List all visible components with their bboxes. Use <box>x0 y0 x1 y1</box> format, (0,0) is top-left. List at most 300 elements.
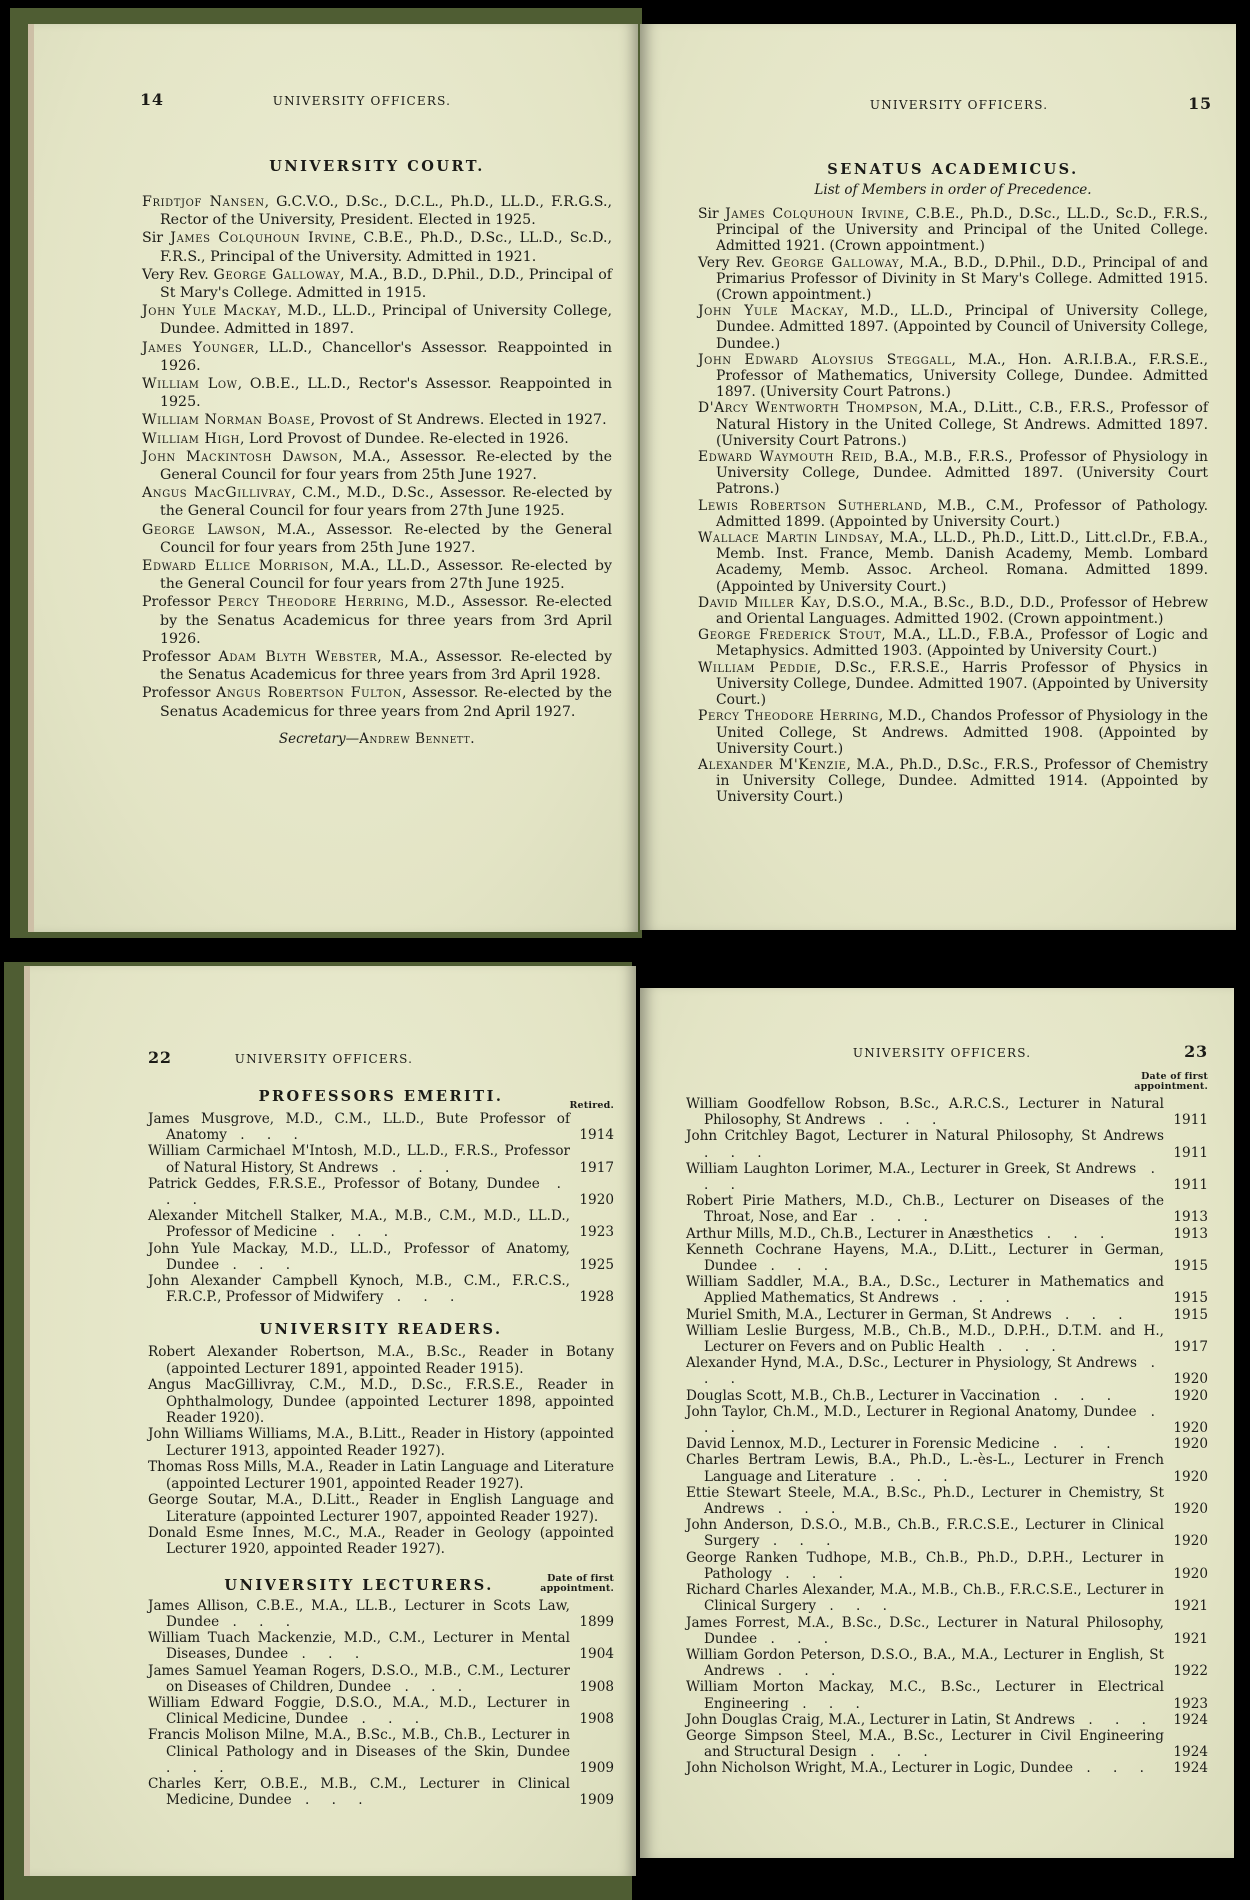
dated-entry <box>686 1452 1208 1484</box>
entry-year: 1913 <box>1173 1225 1208 1242</box>
dated-entry <box>686 1388 1208 1404</box>
entry-year: 1921 <box>1173 1630 1208 1647</box>
member-entry <box>698 627 1208 659</box>
entry-description: James Allison, C.B.E., M.A., LL.B., Lecturer in Scots Law, Dundee <box>148 1597 570 1630</box>
member-entry <box>698 595 1208 627</box>
entry-text <box>148 1630 570 1662</box>
entry-text <box>148 1663 570 1695</box>
section-title: UNIVERSITY COURT. <box>269 158 485 175</box>
dated-entry <box>686 1128 1208 1160</box>
member-name: Adam Blyth Webster <box>218 649 378 666</box>
entry-text <box>148 1695 570 1727</box>
entry-year: 1911 <box>1173 1177 1208 1194</box>
leader-dots: . . . <box>166 1759 233 1776</box>
leader-dots: . . . <box>704 1355 1164 1388</box>
member-entry <box>698 757 1208 806</box>
leader-dots: . . . <box>759 1533 840 1550</box>
entry-description: James Forrest, M.A., B.Sc., D.Sc., Lecturer in Natural Philosophy, Dundee <box>686 1614 1164 1647</box>
member-details: , M.A., Ph.D., D.Sc., F.R.S., Professor of Chemistry in University College, Dundee. Admitted 1914. (Appointed by University Court.) <box>716 756 1209 806</box>
member-entry <box>142 411 612 429</box>
page-number: 23 <box>1184 1042 1208 1061</box>
member-name: John Yule Mackay <box>142 303 277 320</box>
entry-text <box>148 1176 570 1208</box>
entry-text <box>686 1517 1164 1549</box>
entry-description: George Simpson Steel, M.A., B.Sc., Lecturer in Civil Engineering and Structural Design <box>686 1727 1164 1761</box>
dated-entry <box>686 1517 1208 1549</box>
member-prefix: Professor <box>142 649 219 666</box>
date-column-label-line-1: Date of first <box>547 1572 614 1584</box>
page-22-body <box>148 1088 614 1808</box>
member-name: D'Arcy Wentworth Thompson <box>698 400 919 417</box>
member-details: , M.A., Hon. A.R.I.B.A., F.R.S.E., Professor of Mathematics, University College, Dundee. Admitted 1897. (University Court Patrons.) <box>716 351 1209 401</box>
entry-description: William Laughton Lorimer, M.A., Lecturer in Greek, St Andrews <box>686 1160 1137 1177</box>
entry-description: David Lennox, M.D., Lecturer in Forensic Medicine <box>686 1436 1040 1453</box>
entry-year: 1922 <box>1173 1663 1208 1680</box>
member-entry <box>698 660 1208 709</box>
reader-entry: Angus MacGillivray, C.M., M.D., D.Sc., F.R.S.E., Reader in Ophthalmology, Dundee (appointed Lecturer 1898, appointed Reader 1920). <box>148 1377 614 1427</box>
member-details: , LL.D., Chancellor's Assessor. Reappointed in 1926. <box>160 339 613 374</box>
running-head <box>640 94 1236 113</box>
member-name: George Galloway <box>771 254 900 271</box>
dated-entry <box>686 1615 1208 1647</box>
member-details: , B.A., M.B., F.R.S., Professor of Physiology in University College, Dundee. Admitted 1897. (University Court Patrons.) <box>716 449 1208 498</box>
leader-dots: . . . <box>771 1565 852 1582</box>
running-head <box>34 90 638 109</box>
member-details: , Provost of St Andrews. Elected in 1927. <box>310 412 607 429</box>
member-name: David Miller Kay <box>698 594 827 611</box>
section-subtitle: List of Members in order of Precedence. <box>814 182 1092 198</box>
senatus-member-list <box>698 206 1208 806</box>
page-22 <box>24 966 636 1876</box>
reader-entry: Thomas Ross Mills, M.A., Reader in Latin Language and Literature (appointed Lecturer 1901, appointed Reader 1927). <box>148 1459 614 1492</box>
dated-entry <box>148 1143 614 1175</box>
member-name: William Low <box>142 376 238 393</box>
dated-entry <box>686 1274 1208 1306</box>
reader-entry: Robert Alexander Robertson, M.A., B.Sc., Reader in Botany (appointed Lecturer 1891, appointed Reader 1915). <box>148 1344 614 1377</box>
member-name: Angus Robertson Fulton <box>216 685 403 702</box>
emeriti-list <box>148 1111 614 1305</box>
dated-entry <box>686 1712 1208 1728</box>
member-details: , M.A., LL.D., Ph.D., Litt.D., Litt.cl.Dr., F.B.A., Memb. Inst. France, Memb. Danish Academy, Memb. Lombard Academy, Memb. Assoc. Archeol. Romana. Admitted 1899. (Appointed by University Court.) <box>716 530 1208 595</box>
leader-dots: . . . <box>788 1695 869 1712</box>
date-column-label-line-2: appointment. <box>1134 1081 1208 1092</box>
dated-entry <box>686 1582 1208 1614</box>
member-name: John Mackintosh Dawson <box>142 448 339 465</box>
member-details: , M.A., Assessor. Re-elected by the General Council for four years from 25th June 1927. <box>160 448 613 484</box>
entry-text <box>686 1712 1164 1728</box>
dated-entry <box>686 1307 1208 1323</box>
dated-entry <box>686 1161 1208 1193</box>
dated-entry <box>686 1550 1208 1582</box>
leader-dots: . . . <box>876 1468 957 1485</box>
member-name: Lewis Robertson Sutherland <box>698 497 923 514</box>
member-prefix: Very Rev. <box>698 254 772 271</box>
entry-description: James Samuel Yeaman Rogers, D.S.O., M.B., C.M., Lecturer on Diseases of Children, Dundee <box>148 1662 570 1695</box>
leader-dots: . . . <box>704 1403 1164 1437</box>
member-prefix: Very Rev. <box>142 266 214 283</box>
entry-text <box>148 1111 570 1143</box>
entry-text <box>686 1096 1164 1128</box>
member-name: William Peddie <box>698 659 817 676</box>
readers-title: UNIVERSITY READERS. <box>259 1321 503 1339</box>
entry-text <box>686 1760 1164 1776</box>
secretary-label: Secretary— <box>278 730 360 747</box>
entry-text <box>148 1727 570 1776</box>
dated-entry <box>148 1727 614 1776</box>
entry-description: William Gordon Peterson, D.S.O., B.A., M.A., Lecturer in English, St Andrews <box>686 1646 1164 1680</box>
secretary-line <box>142 731 612 747</box>
entry-description: William Saddler, M.A., B.A., D.Sc., Lecturer in Mathematics and Applied Mathematics, St Andrews <box>686 1274 1164 1307</box>
member-name: James Colquhoun Irvine <box>170 230 352 247</box>
entry-description: George Ranken Tudhope, M.B., Ch.B., Ph.D., D.P.H., Lecturer in Pathology <box>686 1549 1164 1582</box>
retired-column-label: Retired. <box>569 1100 614 1111</box>
entry-text <box>148 1776 570 1808</box>
member-name: William Norman Boase <box>142 412 311 429</box>
dated-entry <box>686 1679 1208 1711</box>
entry-year: 1915 <box>1173 1306 1208 1323</box>
entry-description: Alexander Hynd, M.A., D.Sc., Lecturer in Physiology, St Andrews <box>686 1355 1137 1372</box>
member-details: , Lord Provost of Dundee. Re-elected in 1926. <box>239 430 569 447</box>
leader-dots: . . . <box>317 1224 398 1241</box>
entry-year: 1923 <box>1173 1695 1208 1712</box>
entry-description: Richard Charles Alexander, M.A., M.B., Ch.B., F.R.C.S.E., Lecturer in Clinical Surgery <box>686 1582 1164 1615</box>
member-entry <box>142 557 612 593</box>
dated-entry <box>686 1355 1208 1387</box>
entry-description: William Tuach Mackenzie, M.D., C.M., Lecturer in Mental Diseases, Dundee <box>148 1630 570 1663</box>
dated-entry <box>686 1436 1208 1452</box>
entry-text <box>686 1242 1164 1274</box>
member-details: , D.S.O., M.A., B.Sc., B.D., D.D., Professor of Hebrew and Oriental Languages. Admitted 1902. (Crown appointment.) <box>716 594 1209 628</box>
leader-dots: . . . <box>704 1160 1164 1194</box>
entry-year: 1908 <box>579 1678 614 1695</box>
leader-dots: . . . <box>856 1209 937 1226</box>
date-column-label <box>540 1574 614 1594</box>
leader-dots: . . . <box>166 1175 570 1209</box>
date-column-label <box>686 1072 1208 1092</box>
entry-year: 1924 <box>1173 1760 1208 1777</box>
member-entry <box>698 400 1208 449</box>
leader-dots: . . . <box>1039 1436 1120 1453</box>
leader-dots: . . . <box>391 1678 472 1695</box>
entry-year: 1915 <box>1173 1258 1208 1275</box>
entry-text <box>148 1598 570 1630</box>
entry-text <box>148 1241 570 1273</box>
entry-text <box>686 1615 1164 1647</box>
entry-year: 1917 <box>1173 1339 1208 1356</box>
member-entry <box>698 255 1208 304</box>
member-entry <box>142 302 612 338</box>
entry-text <box>686 1193 1164 1225</box>
entry-year: 1920 <box>1173 1533 1208 1550</box>
dated-entry <box>148 1208 614 1240</box>
dated-entry <box>148 1598 614 1630</box>
member-details: , Assessor. Re-elected by the Senatus Academicus for three years from 2nd April 1927. <box>160 685 612 720</box>
entry-description: William Goodfellow Robson, B.Sc., A.R.C.S., Lecturer in Natural Philosophy, St Andrews <box>686 1096 1164 1129</box>
entry-description: Francis Molison Milne, M.A., B.Sc., M.B., Ch.B., Lecturer in Clinical Pathology and in Diseases of the Skin, Dundee <box>148 1727 570 1760</box>
dated-entry <box>148 1241 614 1273</box>
entry-year: 1899 <box>579 1613 614 1630</box>
entry-year: 1920 <box>579 1192 614 1209</box>
entry-description: John Taylor, Ch.M., M.D., Lecturer in Regional Anatomy, Dundee <box>686 1403 1137 1420</box>
member-name: James Colquhoun Irvine <box>725 206 905 222</box>
entry-text <box>686 1452 1164 1484</box>
entry-year: 1908 <box>579 1711 614 1728</box>
member-details: , M.D., LL.D., Principal of University College, Dundee. Admitted in 1897. <box>160 303 613 338</box>
leader-dots: . . . <box>226 1127 307 1144</box>
member-details: , M.A., Assessor. Re-elected by the General Council for four years from 25th June 1927. <box>160 521 613 556</box>
entry-year: 1913 <box>1173 1209 1208 1226</box>
leader-dots: . . . <box>865 1112 946 1129</box>
date-column-label-line-1: Date of first <box>1141 1071 1208 1082</box>
dated-entry <box>686 1242 1208 1274</box>
member-name: John Edward Aloysius Steggall <box>698 351 952 368</box>
member-entry <box>142 375 612 411</box>
court-member-list <box>142 193 612 721</box>
leader-dots: . . . <box>219 1256 300 1273</box>
section-title: SENATUS ACADEMICUS. <box>827 161 1079 178</box>
reader-entry: John Williams Williams, M.A., B.Litt., Reader in History (appointed Lecturer 1913, appointed Reader 1927). <box>148 1426 614 1459</box>
member-details: , M.D., LL.D., Principal of University College, Dundee. Admitted 1897. (Appointed by Council of University College, Dundee.) <box>716 303 1208 352</box>
entry-text <box>686 1679 1164 1711</box>
member-name: Alexander M'Kenzie <box>698 756 847 773</box>
leader-dots: . . . <box>856 1744 937 1761</box>
leader-dots: . . . <box>764 1501 845 1518</box>
entry-text <box>686 1355 1164 1387</box>
member-entry <box>142 266 612 302</box>
entry-text <box>148 1143 570 1175</box>
readers-list <box>148 1344 614 1557</box>
member-entry <box>142 593 612 648</box>
entry-description: Patrick Geddes, F.R.S.E., Professor of Botany, Dundee <box>148 1175 540 1192</box>
leader-dots: . . . <box>1040 1387 1121 1404</box>
member-entry <box>142 193 612 229</box>
member-entry <box>142 648 612 684</box>
entry-text <box>686 1582 1164 1614</box>
member-details: , M.D., Assessor. Re-elected by the Senatus Academicus for three years from 3rd April 1926. <box>160 594 612 647</box>
entry-year: 1914 <box>579 1127 614 1144</box>
entry-text <box>686 1226 1164 1242</box>
page-number: 22 <box>148 1048 172 1067</box>
entry-description: William Leslie Burgess, M.B., Ch.B., M.D., D.P.H., D.T.M. and H., Lecturer on Fevers and on Public Health <box>686 1322 1164 1356</box>
entry-year: 1917 <box>579 1159 614 1176</box>
lecturers-title: UNIVERSITY LECTURERS. <box>224 1576 494 1594</box>
reader-entry: George Soutar, M.A., D.Litt., Reader in English Language and Literature (appointed Lecturer 1907, appointed Reader 1927). <box>148 1492 614 1525</box>
leader-dots: . . . <box>1051 1306 1132 1323</box>
entry-year: 1920 <box>1173 1436 1208 1453</box>
leader-dots: . . . <box>291 1792 372 1809</box>
entry-description: James Musgrove, M.D., C.M., LL.D., Bute Professor of Anatomy <box>148 1111 570 1144</box>
dated-entry <box>148 1776 614 1808</box>
leader-dots: . . . <box>1075 1711 1155 1728</box>
member-name: George Lawson <box>142 521 262 538</box>
member-entry <box>698 530 1208 595</box>
entry-year: 1911 <box>1173 1112 1208 1129</box>
entry-text <box>686 1161 1164 1193</box>
secretary-name: Andrew Bennett. <box>359 730 476 747</box>
page-23-body <box>686 1072 1208 1777</box>
leader-dots: . . . <box>757 1258 838 1275</box>
member-details: , O.B.E., LL.D., Rector's Assessor. Reappointed in 1925. <box>160 376 612 411</box>
leader-dots: . . . <box>816 1598 897 1615</box>
dated-entry <box>148 1695 614 1727</box>
entry-year: 1928 <box>579 1289 614 1306</box>
dated-entry <box>686 1096 1208 1128</box>
leader-dots: . . . <box>219 1613 300 1630</box>
running-title: UNIVERSITY OFFICERS. <box>852 1046 1032 1060</box>
entry-year: 1915 <box>1173 1290 1208 1307</box>
entry-description: John Douglas Craig, M.A., Lecturer in Latin, St Andrews <box>686 1711 1076 1728</box>
emeriti-title: PROFESSORS EMERITI. <box>258 1088 504 1105</box>
leader-dots: . . . <box>1073 1760 1153 1777</box>
member-entry <box>698 708 1208 757</box>
member-entry <box>142 229 612 265</box>
entry-text <box>148 1273 570 1305</box>
member-details: , M.A., B.D., D.Phil., D.D., Principal of and Primarius Professor of Divinity in St Mary's College. Admitted 1915. (Crown appointment.) <box>716 254 1208 304</box>
leader-dots: . . . <box>757 1630 838 1647</box>
entry-description: Charles Kerr, O.B.E., M.B., C.M., Lecturer in Clinical Medicine, Dundee <box>148 1775 570 1809</box>
entry-year: 1909 <box>579 1792 614 1809</box>
member-name: George Galloway <box>213 266 341 283</box>
member-entry <box>698 449 1208 498</box>
entry-text <box>686 1128 1164 1160</box>
member-entry <box>142 430 612 448</box>
page-14 <box>28 24 638 932</box>
member-entry <box>142 684 612 720</box>
page-number: 14 <box>140 90 164 109</box>
entry-text <box>686 1404 1164 1436</box>
entry-text <box>686 1323 1164 1355</box>
member-name: George Frederick Stout <box>698 627 882 644</box>
leader-dots: . . . <box>704 1144 771 1161</box>
member-details: , C.M., M.D., D.Sc., Assessor. Re-elected by the General Council for four years from 27th June 1925. <box>160 485 612 520</box>
entry-description: Alexander Mitchell Stalker, M.A., M.B., C.M., M.D., LL.D., Professor of Medicine <box>148 1208 570 1241</box>
entry-description: Arthur Mills, M.D., Ch.B., Lecturer in Anæsthetics <box>686 1225 1034 1242</box>
member-entry <box>142 484 612 520</box>
entry-description: Ettie Stewart Steele, M.A., B.Sc., Ph.D., Lecturer in Chemistry, St Andrews <box>686 1484 1164 1518</box>
entry-text <box>686 1728 1164 1760</box>
leader-dots: . . . <box>383 1289 464 1306</box>
dated-entry <box>148 1176 614 1208</box>
page-15 <box>640 24 1236 930</box>
entry-year: 1920 <box>1173 1387 1208 1404</box>
lecturers-list <box>686 1096 1208 1777</box>
entry-description: William Morton Mackay, M.C., B.Sc., Lecturer in Electrical Engineering <box>686 1679 1164 1712</box>
entry-text <box>686 1647 1164 1679</box>
entry-text <box>686 1274 1164 1306</box>
page-23 <box>640 988 1234 1858</box>
member-entry <box>698 206 1208 255</box>
entry-year: 1924 <box>1173 1711 1208 1728</box>
entry-text <box>686 1550 1164 1582</box>
member-name: Percy Theodore Herring <box>698 708 879 725</box>
entry-year: 1925 <box>579 1256 614 1273</box>
member-details: , M.A., B.D., D.Phil., D.D., Principal of St Mary's College. Admitted in 1915. <box>160 266 612 302</box>
member-name: Edward Ellice Morrison <box>142 558 330 575</box>
member-name: Angus MacGillivray <box>142 485 292 502</box>
member-name: Percy Theodore Herring <box>217 594 405 611</box>
leader-dots: . . . <box>288 1646 369 1663</box>
running-title: UNIVERSITY OFFICERS. <box>234 1052 414 1066</box>
entry-description: John Alexander Campbell Kynoch, M.B., C.M., F.R.C.S., F.R.C.P., Professor of Midwifery <box>148 1273 570 1306</box>
entry-description: William Carmichael M'Intosh, M.D., LL.D., F.R.S., Professor of Natural History, St Andrews <box>148 1143 570 1176</box>
entry-year: 1911 <box>1173 1144 1208 1161</box>
entry-year: 1920 <box>1173 1371 1208 1388</box>
entry-text <box>686 1436 1164 1452</box>
date-column-label-line-2: appointment. <box>540 1582 614 1594</box>
entry-text <box>686 1485 1164 1517</box>
member-prefix: Professor <box>142 594 218 611</box>
member-prefix: Sir <box>142 230 171 247</box>
member-entry <box>142 448 612 484</box>
leader-dots: . . . <box>938 1290 1019 1307</box>
dated-entry <box>686 1193 1208 1225</box>
entry-year: 1904 <box>579 1646 614 1663</box>
dated-entry <box>148 1630 614 1662</box>
page-number: 15 <box>1188 94 1212 113</box>
entry-description: John Critchley Bagot, Lecturer in Natural Philosophy, St Andrews <box>686 1128 1164 1145</box>
member-name: John Yule Mackay <box>698 303 844 320</box>
running-title: UNIVERSITY OFFICERS. <box>869 98 1049 112</box>
member-details: , M.D., Chandos Professor of Physiology in the United College, St Andrews. Admitted 1908. (Appointed by University Court.) <box>716 708 1208 757</box>
member-prefix: Professor <box>142 685 217 702</box>
dated-entry <box>686 1404 1208 1436</box>
member-details: , M.A., LL.D., Assessor. Re-elected by the General Council for four years from 27th June 1925. <box>160 558 612 593</box>
member-name: William High <box>142 430 240 447</box>
member-details: , M.A., Assessor. Re-elected by the Senatus Academicus for three years from 3rd April 1928. <box>160 649 612 684</box>
entry-year: 1920 <box>1173 1501 1208 1518</box>
leader-dots: . . . <box>764 1663 845 1680</box>
senatus-academicus-section <box>698 161 1208 806</box>
member-name: Edward Waymouth Reid <box>698 449 874 466</box>
entry-description: William Edward Foggie, D.S.O., M.A., M.D., Lecturer in Clinical Medicine, Dundee <box>148 1694 570 1728</box>
member-entry <box>698 303 1208 352</box>
university-court-section <box>142 158 612 747</box>
entry-description: Charles Bertram Lewis, B.A., Ph.D., L.-ès-L., Lecturer in French Language and Literature <box>686 1452 1164 1485</box>
member-entry <box>698 498 1208 530</box>
dated-entry <box>686 1485 1208 1517</box>
running-head <box>30 1048 636 1067</box>
lecturers-header <box>148 1574 614 1594</box>
leader-dots: . . . <box>348 1711 429 1728</box>
dated-entry <box>148 1111 614 1143</box>
member-entry <box>142 339 612 375</box>
leader-dots: . . . <box>1033 1225 1114 1242</box>
entry-description: Robert Pirie Mathers, M.D., Ch.B., Lecturer on Diseases of the Throat, Nose, and Ear <box>686 1193 1164 1226</box>
member-details: , M.A., LL.D., F.B.A., Professor of Logic and Metaphysics. Admitted 1903. (Appointed by University Court.) <box>716 627 1208 660</box>
dated-entry <box>148 1663 614 1695</box>
member-entry <box>142 521 612 557</box>
entry-year: 1920 <box>1173 1420 1208 1437</box>
member-name: Wallace Martin Lindsay <box>698 530 880 547</box>
entry-text <box>148 1208 570 1240</box>
entry-year: 1921 <box>1173 1598 1208 1615</box>
member-details: , M.A., D.Litt., C.B., F.R.S., Professor of Natural History in the United College, St Andrews. Admitted 1897. (University Court Patrons.) <box>716 400 1208 449</box>
entry-description: John Yule Mackay, M.D., LL.D., Professor of Anatomy, Dundee <box>148 1240 570 1273</box>
entry-year: 1920 <box>1173 1565 1208 1582</box>
entry-description: Douglas Scott, M.B., Ch.B., Lecturer in Vaccination <box>686 1387 1041 1404</box>
dated-entry <box>148 1273 614 1305</box>
member-details: , C.B.E., Ph.D., D.Sc., LL.D., Sc.D., F.R.S., Principal of the University. Admitted in 1921. <box>160 230 612 265</box>
member-entry <box>698 352 1208 401</box>
entry-year: 1920 <box>1173 1468 1208 1485</box>
dated-entry <box>686 1226 1208 1242</box>
entry-year: 1924 <box>1173 1744 1208 1761</box>
member-details: , G.C.V.O., D.Sc., D.C.L., Ph.D., LL.D., F.R.G.S., Rector of the University, President. Elected in 1925. <box>160 194 613 229</box>
entry-description: John Nicholson Wright, M.A., Lecturer in Logic, Dundee <box>686 1760 1074 1777</box>
entry-year: 1923 <box>579 1224 614 1241</box>
member-name: Fridtjof Nansen <box>142 194 265 210</box>
reader-entry: Donald Esme Innes, M.C., M.A., Reader in Geology (appointed Lecturer 1920, appointed Reader 1927). <box>148 1524 614 1558</box>
